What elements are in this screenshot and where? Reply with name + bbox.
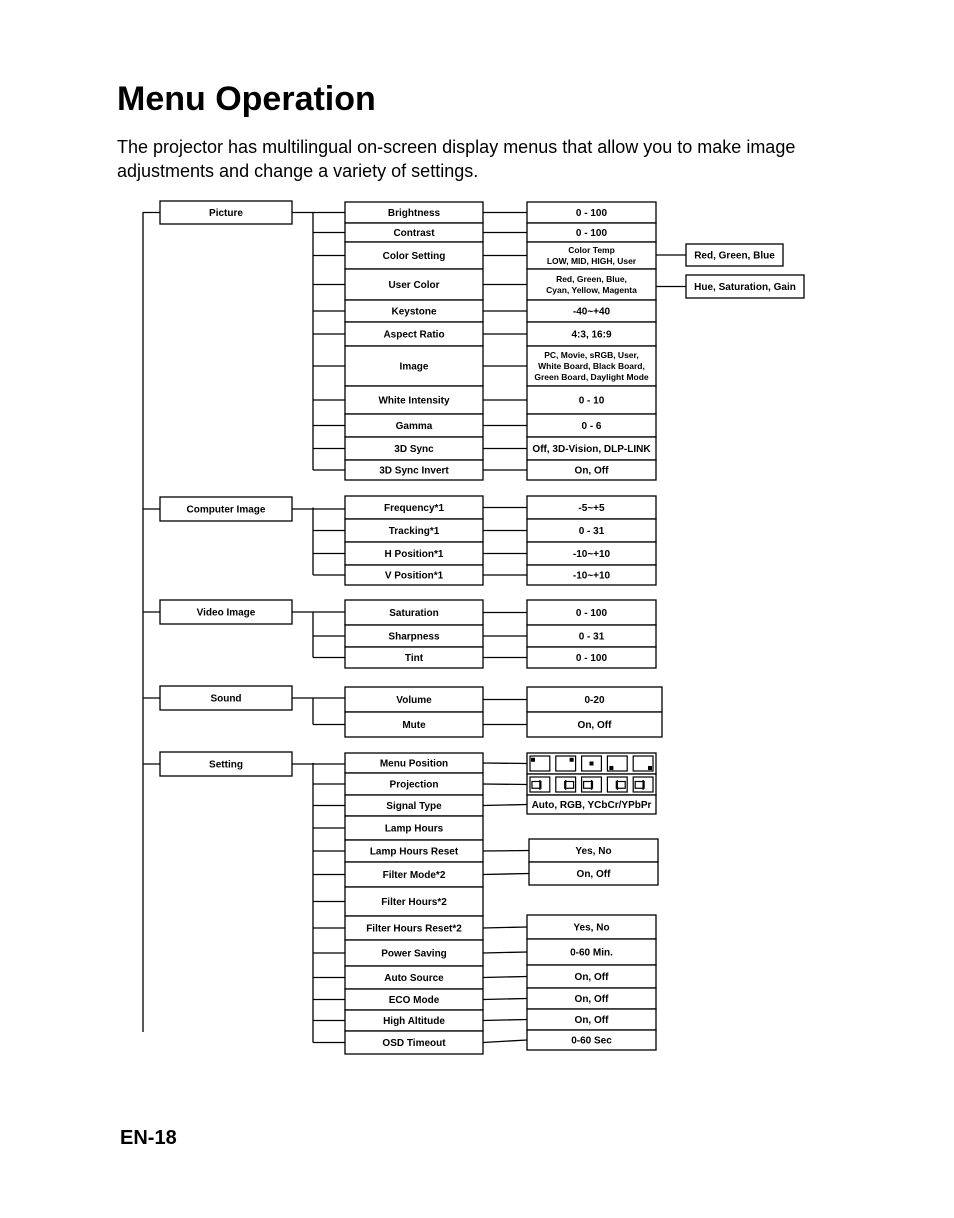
value-text-sharpness: 0 - 31 [578, 631, 605, 643]
value-text-signal-type: Auto, RGB, YCbCr/YPbPr [531, 800, 652, 811]
value-text-image: Green Board, Daylight Mode [534, 371, 649, 382]
value-text-volume: 0-20 [584, 695, 605, 706]
category-label-picture: Picture [209, 208, 243, 219]
item-label-saturation: Saturation [389, 608, 439, 619]
position-marker-icon [590, 762, 594, 766]
value-text-contrast: 0 - 100 [575, 228, 608, 239]
item-label-signal-type: Signal Type [386, 801, 442, 812]
value-text-osd-timeout: 0-60 Sec [571, 1035, 612, 1047]
item-label-power-saving: Power Saving [381, 948, 447, 960]
value-text-tint: 0 - 100 [575, 653, 608, 664]
value-text-color-setting: LOW, MID, HIGH, User [546, 255, 637, 266]
item-label-contrast: Contrast [393, 228, 435, 239]
item-label-h-position-1: H Position*1 [384, 549, 444, 560]
value-text-frequency-1: -5~+5 [578, 503, 605, 514]
item-label-auto-source: Auto Source [384, 973, 444, 984]
item-label-eco-mode: ECO Mode [388, 995, 440, 1006]
item-to-icons-line [483, 763, 527, 764]
item-label-filter-hours-reset-2: Filter Hours Reset*2 [366, 923, 462, 935]
item-label-keystone: Keystone [391, 306, 437, 318]
page-number: EN-18 [120, 1127, 177, 1149]
page-title: Menu Operation [117, 80, 376, 118]
item-label-white-intensity: White Intensity [378, 395, 450, 407]
item-to-icons-line [483, 784, 527, 785]
sub-value-text-color-setting: Red, Green, Blue [694, 250, 775, 262]
value-text-gamma: 0 - 6 [581, 421, 602, 432]
item-label-filter-hours-2: Filter Hours*2 [381, 897, 447, 908]
value-text-high-altitude: On, Off [574, 1015, 609, 1026]
item-to-value-line [483, 874, 529, 875]
value-text-filter-hours-reset-2: Yes, No [573, 922, 610, 934]
item-label-tracking-1: Tracking*1 [388, 526, 440, 537]
value-text-image: PC, Movie, sRGB, User, [544, 349, 639, 360]
value-text-user-color: Cyan, Yellow, Magenta [546, 284, 637, 295]
value-text-user-color: Red, Green, Blue, [556, 273, 627, 284]
value-text-eco-mode: On, Off [574, 994, 609, 1005]
value-text-power-saving: 0-60 Min. [570, 947, 613, 959]
intro-paragraph: The projector has multilingual on-screen display menus that allow you to make image adjustments and change a variety of settings. [117, 137, 796, 181]
item-label-filter-mode-2: Filter Mode*2 [382, 870, 446, 881]
value-text-mute: On, Off [577, 720, 612, 731]
value-text-white-intensity: 0 - 10 [578, 395, 605, 407]
item-label-frequency-1: Frequency*1 [383, 503, 445, 514]
item-label-volume: Volume [396, 695, 432, 706]
value-text-image: White Board, Black Board, [538, 360, 645, 371]
value-text-color-setting: Color Temp [568, 244, 615, 255]
item-label-osd-timeout: OSD Timeout [382, 1038, 446, 1049]
item-to-value-line [483, 1040, 527, 1043]
item-to-value-line [483, 851, 529, 852]
item-to-value-line [483, 1020, 527, 1021]
item-to-value-line [483, 805, 527, 806]
position-marker-icon [648, 766, 652, 770]
item-label-aspect-ratio: Aspect Ratio [383, 329, 445, 341]
item-label-3d-sync-invert: 3D Sync Invert [379, 465, 449, 477]
item-label-3d-sync: 3D Sync [394, 444, 434, 455]
projection-icons [530, 777, 653, 792]
item-label-color-setting: Color Setting [382, 251, 446, 262]
value-text-saturation: 0 - 100 [575, 608, 608, 619]
position-marker-icon [531, 758, 535, 762]
item-label-sharpness: Sharpness [388, 631, 440, 643]
category-label-setting: Setting [209, 759, 243, 771]
item-to-value-line [483, 977, 527, 978]
value-text-3d-sync: Off, 3D-Vision, DLP-LINK [532, 444, 651, 455]
item-label-gamma: Gamma [395, 421, 433, 432]
item-label-lamp-hours: Lamp Hours [384, 823, 444, 835]
item-label-menu-position: Menu Position [379, 758, 449, 770]
item-to-value-line [483, 999, 527, 1000]
item-label-lamp-hours-reset: Lamp Hours Reset [369, 846, 459, 858]
category-label-sound: Sound [210, 693, 242, 705]
value-text-3d-sync-invert: On, Off [574, 465, 609, 477]
item-label-projection: Projection [389, 779, 439, 791]
value-text-v-position-1: -10~+10 [572, 570, 611, 582]
value-text-auto-source: On, Off [574, 972, 609, 983]
position-marker-icon [609, 766, 613, 770]
category-label-video-image: Video Image [196, 607, 256, 619]
item-label-tint: Tint [404, 653, 424, 664]
item-label-v-position-1: V Position*1 [384, 570, 444, 582]
item-to-value-line [483, 952, 527, 953]
value-text-lamp-hours-reset: Yes, No [575, 846, 612, 857]
value-text-keystone: -40~+40 [572, 306, 611, 318]
item-label-image: Image [399, 361, 429, 373]
value-text-tracking-1: 0 - 31 [578, 526, 605, 537]
value-text-aspect-ratio: 4:3, 16:9 [571, 329, 612, 341]
value-text-filter-mode-2: On, Off [576, 869, 611, 880]
item-label-mute: Mute [402, 720, 426, 731]
sub-value-text-user-color: Hue, Saturation, Gain [694, 282, 796, 293]
item-label-brightness: Brightness [387, 208, 441, 219]
value-text-h-position-1: -10~+10 [572, 549, 611, 560]
category-label-computer-image: Computer Image [186, 504, 266, 516]
item-label-high-altitude: High Altitude [383, 1016, 445, 1027]
menu-position-icons [530, 756, 653, 771]
value-text-brightness: 0 - 100 [575, 208, 608, 219]
position-marker-icon [570, 758, 574, 762]
item-to-value-line [483, 927, 527, 928]
item-label-user-color: User Color [388, 280, 440, 291]
